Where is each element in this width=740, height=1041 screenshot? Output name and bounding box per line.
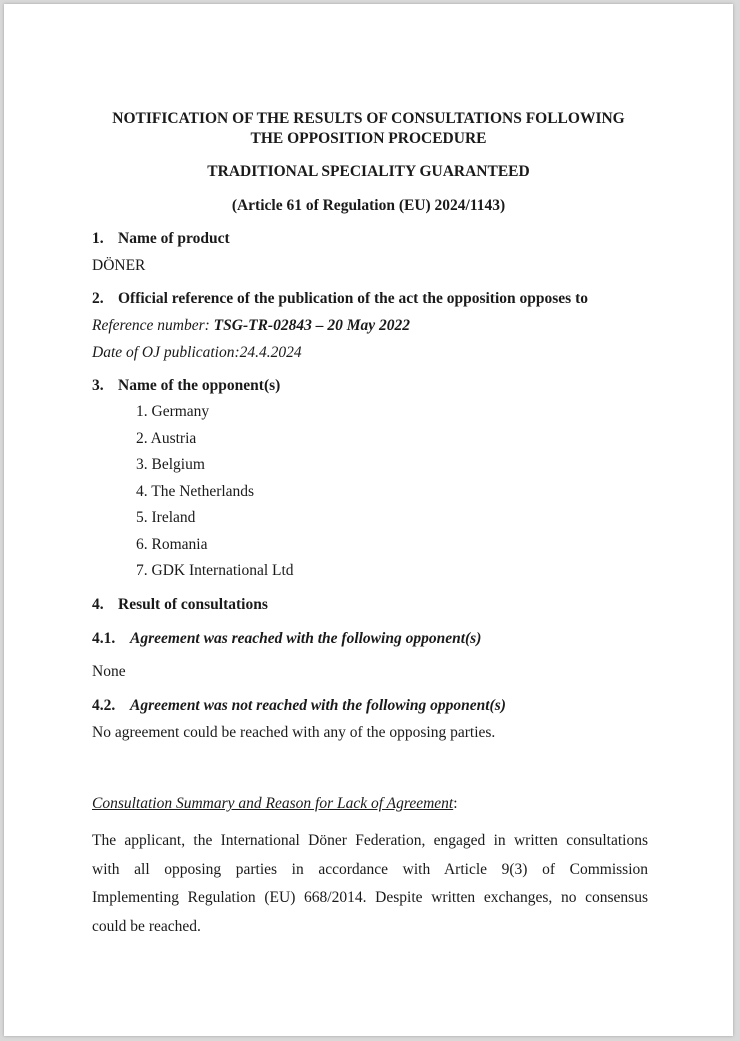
oj-publication-line: [92, 344, 302, 362]
section-1-number: 1.: [92, 230, 104, 247]
opponent-list-item: 7. GDK International Ltd: [136, 562, 294, 579]
document-title: [4, 109, 733, 149]
section-4-1-title: Agreement was reached with the following opponent(s): [130, 630, 482, 647]
section-4-heading: [92, 596, 268, 614]
summary-heading: Consultation Summary and Reason for Lack of Agreement: [92, 795, 454, 812]
section-3-heading: [92, 377, 280, 395]
section-2-heading: [92, 290, 588, 308]
section-4-2-number: 4.2.: [92, 697, 116, 714]
section-4-title: Result of consultations: [118, 596, 268, 613]
article-reference: (Article 61 of Regulation (EU) 2024/1143): [231, 197, 506, 214]
summary-heading-colon: :: [453, 795, 458, 812]
reference-number-line: [92, 317, 410, 335]
section-2-title: Official reference of the publication of the act the opposition opposes to: [118, 290, 588, 307]
summary-heading-line: [92, 795, 458, 813]
opponent-list-item: 2. Austria: [136, 430, 197, 447]
summary-line: could be reached.: [92, 917, 201, 935]
opponent-list-item: 3. Belgium: [136, 456, 205, 473]
section-1-heading: [92, 230, 230, 248]
section-4-number: 4.: [92, 596, 104, 613]
summary-paragraph: [92, 827, 648, 941]
product-name: DÖNER: [92, 257, 146, 274]
oj-publication-label: Date of OJ publication:: [92, 344, 240, 361]
section-4-1-heading: [92, 630, 481, 648]
opponent-list-item: 5. Ireland: [136, 509, 196, 526]
agreement-reached-value: None: [92, 663, 126, 680]
section-4-2-title: Agreement was not reached with the following opponent(s): [130, 697, 506, 714]
opponent-list-item: 4. The Netherlands: [136, 483, 255, 500]
opponent-list-item: 1. Germany: [136, 403, 210, 420]
section-4-1-number: 4.1.: [92, 630, 116, 647]
reference-number-value: TSG-TR-02843 – 20 May 2022: [213, 317, 410, 334]
summary-line: The applicant, the International Döner Federation, engaged in written consultations: [92, 832, 648, 849]
summary-line: with all opposing parties in accordance with Article 9(3) of Commission: [92, 860, 648, 878]
section-3-title: Name of the opponent(s): [118, 377, 281, 394]
document-subtitle: TRADITIONAL SPECIALITY GUARANTEED: [207, 163, 530, 180]
section-1-title: Name of product: [118, 230, 230, 247]
summary-line: Implementing Regulation (EU) 668/2014. Despite written exchanges, no consensus: [92, 889, 648, 906]
section-4-2-heading: [92, 697, 506, 715]
document-page: [4, 4, 733, 1036]
document-title-line-1: NOTIFICATION OF THE RESULTS OF CONSULTATIONS FOLLOWING: [112, 110, 625, 127]
section-2-number: 2.: [92, 290, 104, 307]
agreement-not-reached-value: No agreement could be reached with any of the opposing parties.: [92, 724, 496, 741]
section-3-number: 3.: [92, 377, 104, 394]
opponent-list-item: 6. Romania: [136, 536, 208, 553]
reference-number-label: Reference number:: [92, 317, 214, 334]
document-title-line-2: THE OPPOSITION PROCEDURE: [250, 130, 487, 147]
oj-publication-date: 24.4.2024: [239, 344, 302, 361]
